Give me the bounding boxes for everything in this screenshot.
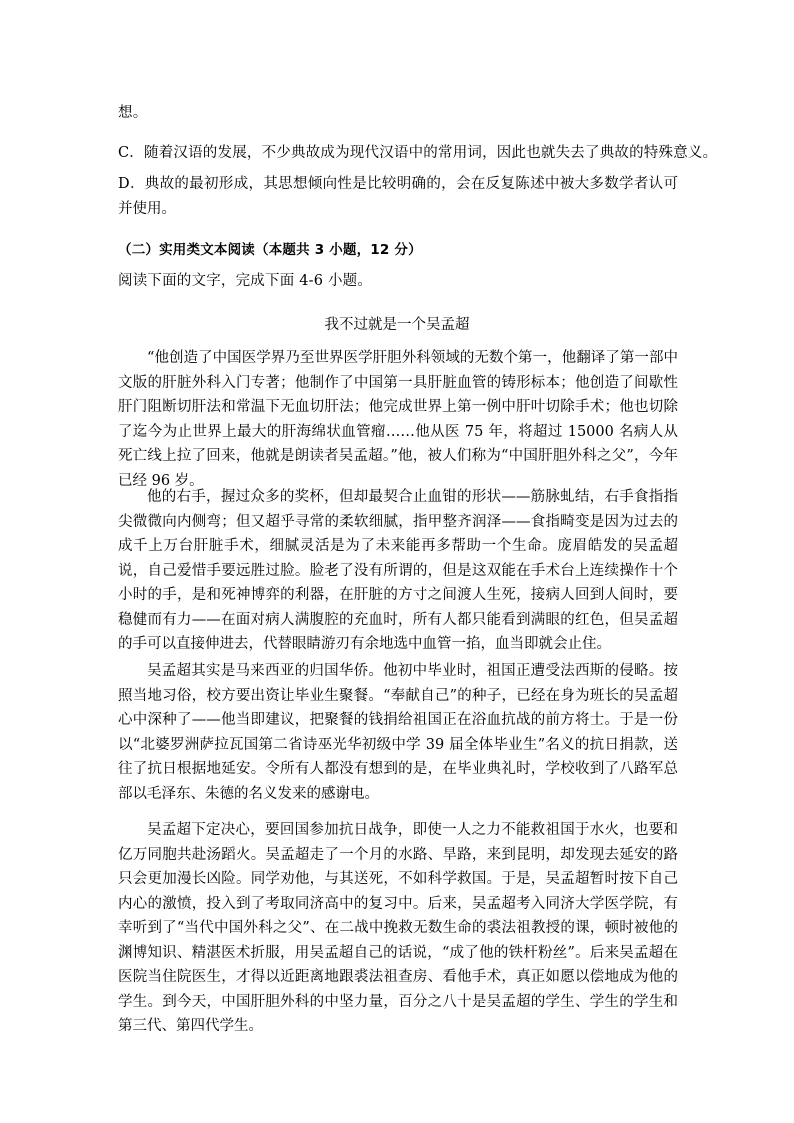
text-line-continuation: 想。 [118, 105, 148, 121]
article-paragraph-2: 他的右手，握过众多的奖杯，但却最契合止血钳的形状——筋脉虬结，右手食指指尖微微向内侧弯；但又超乎寻常的柔软细腻，指甲整齐润泽——食指畸变是因为过去的成千上万台肝脏手术，细腻灵活是为了未来能再多帮助一个生命。庞眉皓发的吴孟超说，自己爱惜手要远胜过脸。脸老了没有所谓的，但是这双能在手术台上连续操作十个小时的手，是和死神博弈的利器，在肝脏的方寸之间渡人生死，接病人回到人间时，要稳健而有力——在面对病人满腹腔的充血时，所有人都只能看到满眼的红色，但吴孟超的手可以直接伸进去，代替眼睛游刃有余地选中血管一掐，血当即就会止住。 [118, 489, 678, 652]
article-title: 我不过就是一个吴孟超 [324, 317, 470, 333]
article-paragraph-1: “他创造了中国医学界乃至世界医学肝胆外科领域的无数个第一，他翻译了第一部中文版的肝脏外科入门专著；他制作了中国第一具肝脏血管的铸形标本；他创造了间歇性肝门阻断切肝法和常温下无血切肝法；他完成世界上第一例中肝叶切除手术；他也切除了迄今为止世界上最大的肝海绵状血管瘤……他从医 75 年，将超过 15000 名病人从死亡线上拉了回来，他就是朗读者吴孟超。”他，被人们称为“中国肝胆外科之父”，今年已经 96 岁。 [118, 350, 678, 489]
article-paragraph-4: 吴孟超下定决心，要回国参加抗日战争，即使一人之力不能救祖国于水火，也要和亿万同胞共赴汤蹈火。吴孟超走了一个月的水路、旱路，来到昆明，却发现去延安的路只会更加漫长凶险。同学劝他，与其送死，不如科学救国。于是，吴孟超暂时按下自己内心的激愤，投入到了考取同济高中的复习中。后来，吴孟超考入同济大学医学院，有幸听到了“当代中国外科之父”、在二战中挽救无数生命的裘法祖教授的课，顿时被他的渊博知识、精湛医术折服，用吴孟超自己的话说，“成了他的铁杆粉丝”。后来吴孟超在医院当住院医生，才得以近距离地跟裘法祖查房、看他手术，真正如愿以偿地成为他的学生。到今天，中国肝胆外科的中坚力量，百分之八十是吴孟超的学生、学生的学生和第三代、第四代学生。 [118, 822, 678, 1034]
reading-instruction: 阅读下面的文字，完成下面 4-6 小题。 [118, 273, 373, 289]
section-heading: （二）实用类文本阅读（本题共 3 小题，12 分） [118, 242, 422, 258]
option-d: D．典故的最初形成，其思想倾向性是比较明确的，会在反复陈述中被大多数学者认可并使用。 [118, 176, 678, 217]
option-c: C．随着汉语的发展，不少典故成为现代汉语中的常用词，因此也就失去了典故的特殊意义。 [118, 145, 718, 161]
article-paragraph-3: 吴孟超其实是马来西亚的归国华侨。他初中毕业时，祖国正遭受法西斯的侵略。按照当地习俗，校方要出资让毕业生聚餐。“奉献自己”的种子，已经在身为班长的吴孟超心中深种了——他当即建议，把聚餐的钱捐给祖国正在浴血抗战的前方将士。于是一份以“北婆罗洲萨拉瓦国第二省诗巫光华初级中学 39 届全体毕业生”名义的抗日捐款，送往了抗日根据地延安。令所有人都没有想到的是，在毕业典礼时，学校收到了八路军总部以毛泽东、朱德的名义发来的感谢电。 [118, 663, 678, 802]
